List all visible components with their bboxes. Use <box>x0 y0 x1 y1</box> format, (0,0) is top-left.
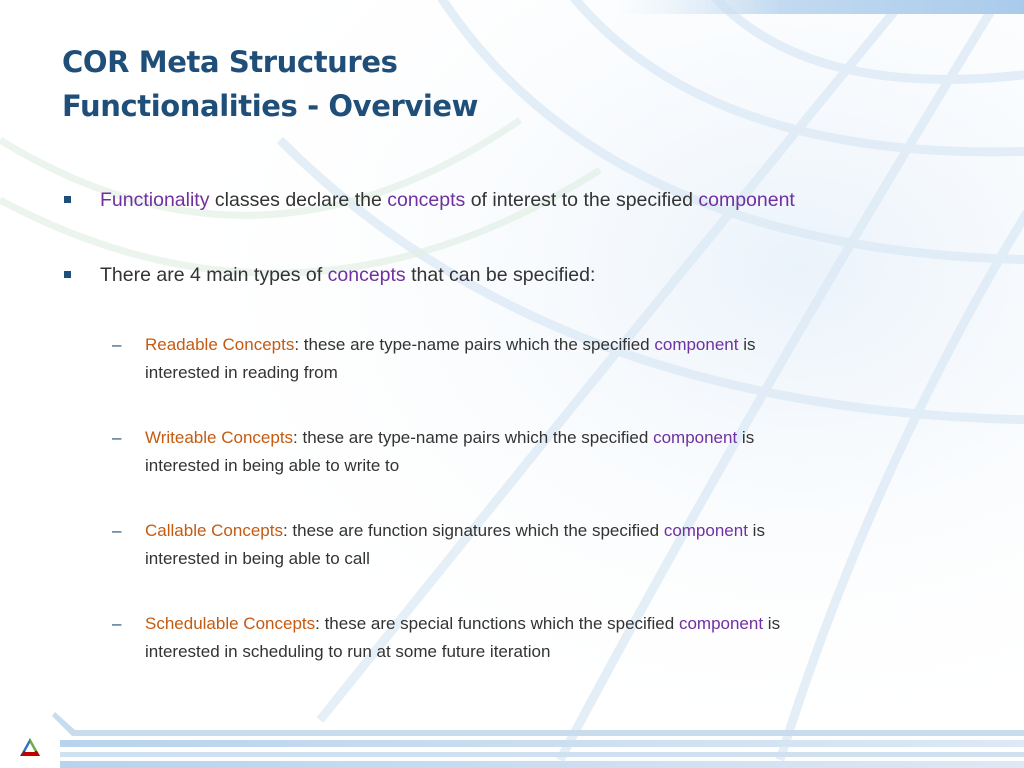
title-line-2: Functionalities - Overview <box>62 89 479 123</box>
term-concepts: concepts <box>327 264 406 286</box>
sub-bullet-text-line-2: interested in scheduling to run at some future iteration <box>145 642 551 661</box>
sub-bullet-item <box>112 331 925 387</box>
sub-bullet-item <box>112 424 925 480</box>
sub-bullet-text: is <box>737 428 755 447</box>
sub-bullet-text: is <box>738 335 756 354</box>
dash-bullet-icon: – <box>112 335 122 354</box>
bullet-item <box>100 262 980 288</box>
dash-bullet-icon: – <box>112 521 122 540</box>
bullet-text: classes declare the <box>209 189 388 211</box>
term-concepts: concepts <box>387 189 466 211</box>
term-component: component <box>678 614 764 633</box>
sub-bullet-text-line-2: interested in reading from <box>145 363 338 382</box>
sub-bullet-text: : these are function signatures which the specified <box>282 521 664 540</box>
term-component: component <box>654 335 739 354</box>
dash-bullet-icon: – <box>112 428 122 447</box>
bullet-item <box>100 187 980 213</box>
sub-bullet-text: is <box>763 614 781 633</box>
sub-bullet-item <box>112 517 925 573</box>
sub-bullet-text: : these are special functions which the specified <box>315 614 679 633</box>
bullet-text: that can be specified: <box>405 264 596 286</box>
sub-bullet-item <box>112 610 925 666</box>
sub-bullet-text-line-2: interested in being able to call <box>145 549 370 568</box>
term-component: component <box>653 428 738 447</box>
term-callable-concepts: Callable Concepts <box>145 521 283 540</box>
sub-bullet-text: is <box>747 521 765 540</box>
square-bullet-icon <box>64 271 71 278</box>
term-readable-concepts: Readable Concepts <box>145 335 295 354</box>
sub-bullet-text-line-2: interested in being able to write to <box>145 456 400 475</box>
title-line-1: COR Meta Structures <box>62 45 398 79</box>
slide-title <box>62 40 962 128</box>
term-writeable-concepts: Writeable Concepts <box>145 428 294 447</box>
term-component: component <box>698 189 795 211</box>
square-bullet-icon <box>64 196 71 203</box>
sub-bullet-text: : these are type-name pairs which the specified <box>293 428 654 447</box>
dash-bullet-icon: – <box>112 614 122 633</box>
bullet-text: of interest to the specified <box>465 189 699 211</box>
term-schedulable-concepts: Schedulable Concepts <box>145 614 316 633</box>
term-component: component <box>663 521 748 540</box>
sub-bullet-text: : these are type-name pairs which the specified <box>294 335 655 354</box>
term-functionality: Functionality <box>100 189 210 211</box>
bullet-text: There are 4 main types of <box>100 264 328 286</box>
